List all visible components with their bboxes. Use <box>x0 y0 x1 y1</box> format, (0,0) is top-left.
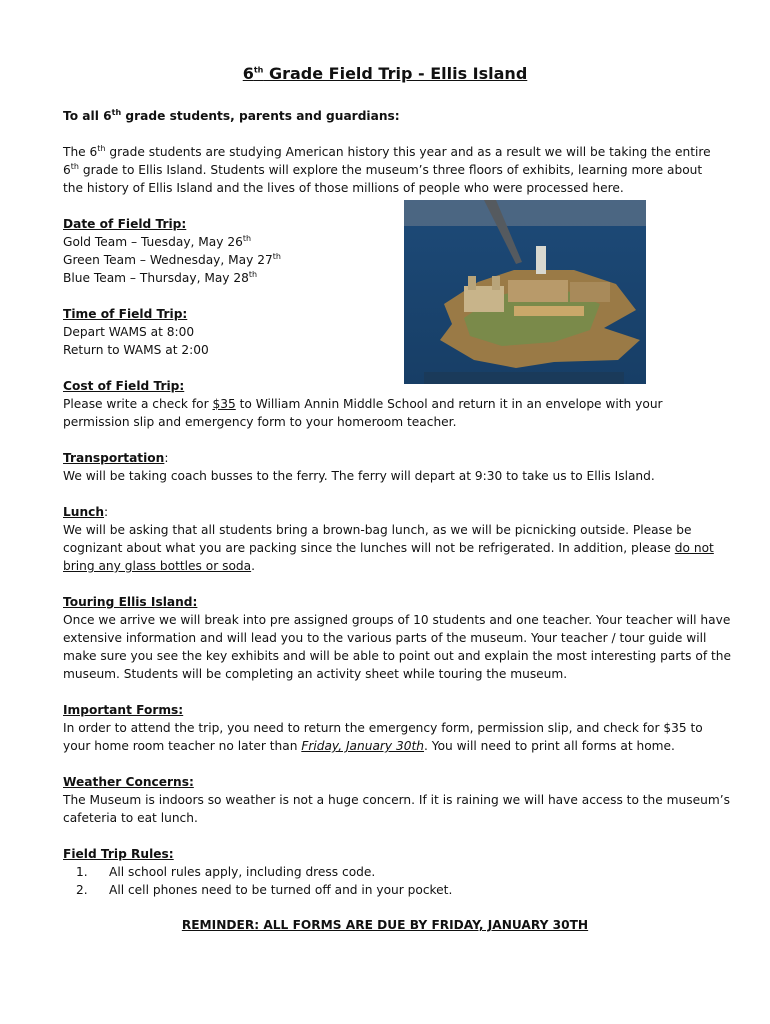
reminder-banner: REMINDER: ALL FORMS ARE DUE BY FRIDAY, JANUARY 30TH <box>181 918 589 932</box>
cost-line-1: Please write a check for $35 to William Annin Middle School and return it in an envelope with your <box>63 397 663 411</box>
time-depart: Depart WAMS at 8:00 <box>63 325 195 339</box>
rule-number: 1. <box>76 865 88 879</box>
touring-line-2: extensive information and will lead you to the various parts of the museum. Your teacher / tour guide will <box>63 631 707 645</box>
rule-item: All cell phones need to be turned off and in your pocket. <box>109 883 453 897</box>
rules-heading: Field Trip Rules: <box>63 847 174 861</box>
greeting: To all 6th grade students, parents and guardians: <box>63 107 400 123</box>
weather-heading: Weather Concerns: <box>63 775 194 789</box>
forms-line-1: In order to attend the trip, you need to return the emergency form, permission slip, and check for $35 to <box>63 721 703 735</box>
weather-line-2: cafeteria to eat lunch. <box>63 811 198 825</box>
lunch-line-2: cognizant about what you are packing since the lunches will not be refrigerated. In addition, please do not <box>63 541 714 555</box>
time-return: Return to WAMS at 2:00 <box>63 343 209 357</box>
ellis-island-photo <box>404 200 646 384</box>
forms-due-date: Friday, January 30th <box>301 739 425 753</box>
lunch-heading: Lunch: <box>63 505 109 519</box>
cost-line-2: permission slip and emergency form to your homeroom teacher. <box>63 415 457 429</box>
cost-amount: $35 <box>212 397 236 411</box>
lunch-line-3: bring any glass bottles or soda. <box>63 559 255 573</box>
intro-line-1: The 6th grade students are studying American history this year and as a result we will be taking the entire <box>63 143 711 159</box>
date-gold-team: Gold Team – Tuesday, May 26th <box>63 233 252 249</box>
weather-line-1: The Museum is indoors so weather is not a huge concern. If it is raining we will have access to the museum’s <box>63 793 730 807</box>
cost-heading: Cost of Field Trip: <box>63 379 185 393</box>
transport-line-1: We will be taking coach busses to the ferry. The ferry will depart at 9:30 to take us to Ellis Island. <box>63 469 655 483</box>
touring-heading: Touring Ellis Island: <box>63 595 198 609</box>
rule-number: 2. <box>76 883 88 897</box>
transport-heading: Transportation: <box>63 451 169 465</box>
touring-line-3: make sure you see the key exhibits and will be able to point out and explain the most interesting parts of the <box>63 649 731 663</box>
intro-line-3: the history of Ellis Island and the lives of those millions of people who were processed here. <box>63 181 624 195</box>
intro-line-2: 6th grade to Ellis Island. Students will explore the museum’s three floors of exhibits, learning more about <box>63 161 703 177</box>
page-title: 6th Grade Field Trip - Ellis Island <box>242 64 528 83</box>
date-heading: Date of Field Trip: <box>63 217 187 231</box>
forms-heading: Important Forms: <box>63 703 184 717</box>
rule-item: All school rules apply, including dress code. <box>109 865 376 879</box>
touring-line-1: Once we arrive we will break into pre assigned groups of 10 students and one teacher. Your teacher will have <box>63 613 731 627</box>
date-green-team: Green Team – Wednesday, May 27th <box>63 251 281 267</box>
touring-line-4: museum. Students will be completing an activity sheet while touring the museum. <box>63 667 568 681</box>
time-heading: Time of Field Trip: <box>63 307 188 321</box>
date-blue-team: Blue Team – Thursday, May 28th <box>63 269 258 285</box>
lunch-line-1: We will be asking that all students bring a brown-bag lunch, as we will be picnicking outside. Please be <box>63 523 692 537</box>
forms-line-2: your home room teacher no later than Friday, January 30th. You will need to print all forms at home. <box>63 739 675 753</box>
